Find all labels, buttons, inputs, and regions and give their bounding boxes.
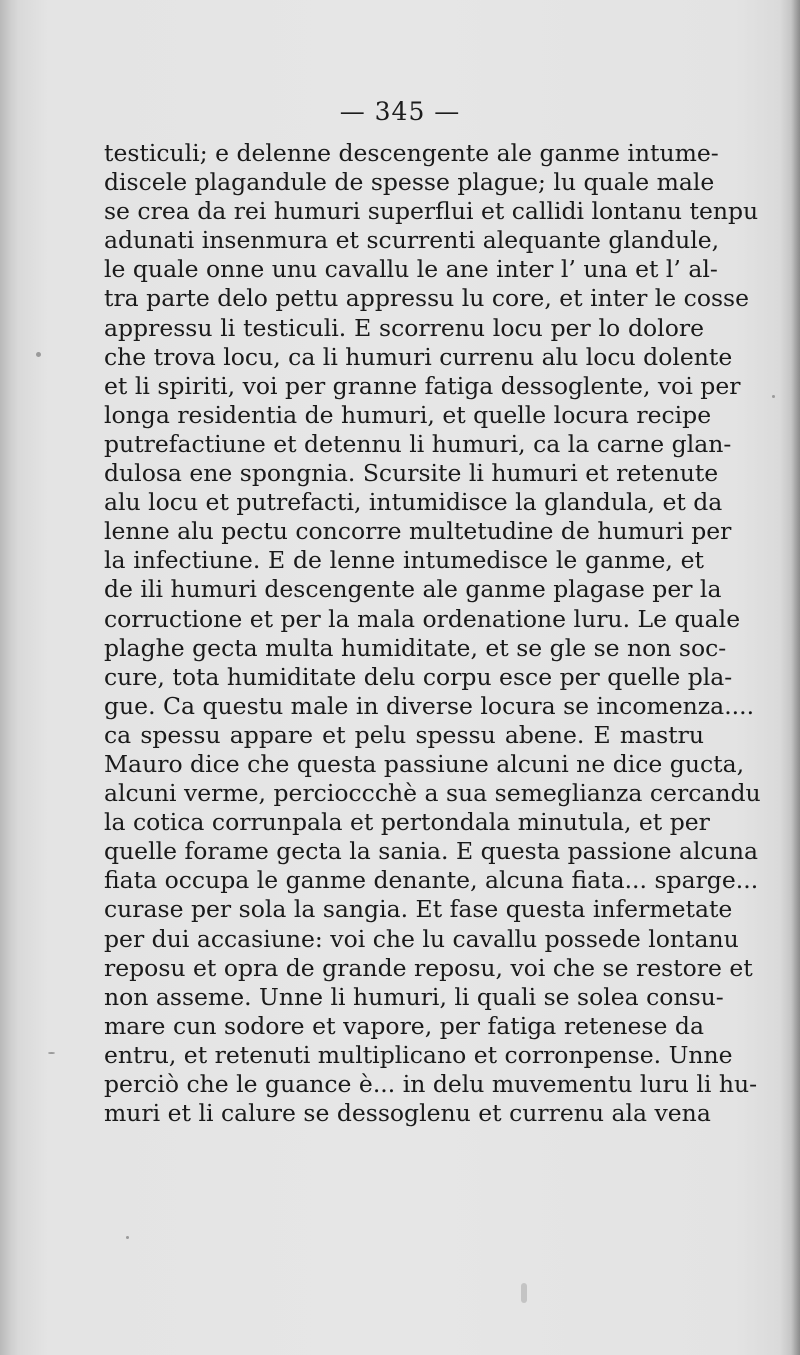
scan-speck [36, 352, 41, 357]
page-right-shadow [780, 0, 800, 1355]
text-line: longa residentia de humuri, et quelle locura recipe [104, 400, 712, 429]
text-line: gue. Ca questu male in diverse locura se incomenza.... [104, 691, 755, 720]
text-line: mare cun sodore et vapore, per fatiga retenese da [104, 1011, 704, 1040]
text-line: plaghe gecta multa humiditate, et se gle se non soc- [104, 633, 727, 662]
text-line: quelle forame gecta la sania. E questa passione alcuna [104, 837, 758, 866]
scan-speck [772, 395, 775, 398]
page-number: — 345 — [339, 97, 461, 126]
text-line: curase per sola la sangia. Et fase questa infermetate [104, 895, 733, 924]
text-line: de ili humuri descengente ale ganme plagase per la [104, 575, 722, 604]
text-line: che trova locu, ca li humuri currenu alu locu dolente [104, 342, 733, 371]
text-line: Mauro dice che questa passiune alcuni ne dice gucta, [104, 749, 745, 778]
text-line: per dui accasiune: voi che lu cavallu possede lontanu [104, 924, 739, 953]
scan-speck [48, 1052, 55, 1054]
text-line: entru, et retenuti multiplicano et corronpense. Unne [104, 1040, 733, 1069]
text-line: alu locu et putrefacti, intumidisce la glandula, et da [104, 488, 723, 517]
text-line: et li spiriti, voi per granne fatiga dessoglente, voi per [104, 371, 741, 400]
text-line: fiata occupa le ganme denante, alcuna fiata... sparge... [104, 866, 759, 895]
text-line: dulosa ene spongnia. Scursite li humuri et retenute [104, 459, 719, 488]
scan-speck [521, 1283, 527, 1303]
text-line: le quale onne unu cavallu le ane inter l’ una et l’ al- [104, 255, 718, 284]
text-line: se crea da rei humuri superflui et callidi lontanu tenpu [104, 197, 759, 226]
text-line: testiculi; e delenne descengente ale ganme intume- [104, 139, 719, 167]
text-line: tra parte delo pettu appressu lu core, et inter le cosse [104, 284, 750, 313]
scan-speck [126, 1236, 129, 1239]
text-line: reposu et opra de grande reposu, voi che se restore et [104, 953, 753, 982]
text-line: discele plagandule de spesse plague; lu quale male [104, 168, 715, 197]
text-line: perciò che le guance è... in delu muvementu luru li hu- [104, 1070, 758, 1098]
text-line: putrefactiune et detennu li humuri, ca la carne glan- [104, 429, 732, 458]
page-left-shadow [0, 0, 18, 1355]
text-line: appressu li testiculi. E scorrenu locu per lo dolore [104, 313, 704, 342]
text-line: la infectiune. E de lenne intumedisce le ganme, et [104, 546, 704, 575]
text-line: alcuni verme, percioccchè a sua semeglianza cercandu [104, 779, 761, 808]
text-line: cure, tota humiditate delu corpu esce per quelle pla- [104, 662, 733, 691]
text-line: muri et li calure se dessoglenu et currenu ala vena [104, 1099, 711, 1128]
body-text [104, 139, 761, 1128]
text-line: adunati insenmura et scurrenti alequante glandule, [104, 226, 720, 255]
text-line: lenne alu pectu concorre multetudine de humuri per [104, 517, 732, 546]
text-line: la cotica corrunpala et pertondala minutula, et per [104, 808, 710, 837]
text-line: non asseme. Unne li humuri, li quali se solea consu- [104, 982, 724, 1011]
text-line: corructione et per la mala ordenatione luru. Le quale [104, 604, 741, 633]
text-line: ca spessu appare et pelu spessu abene. E mastru [104, 720, 704, 749]
